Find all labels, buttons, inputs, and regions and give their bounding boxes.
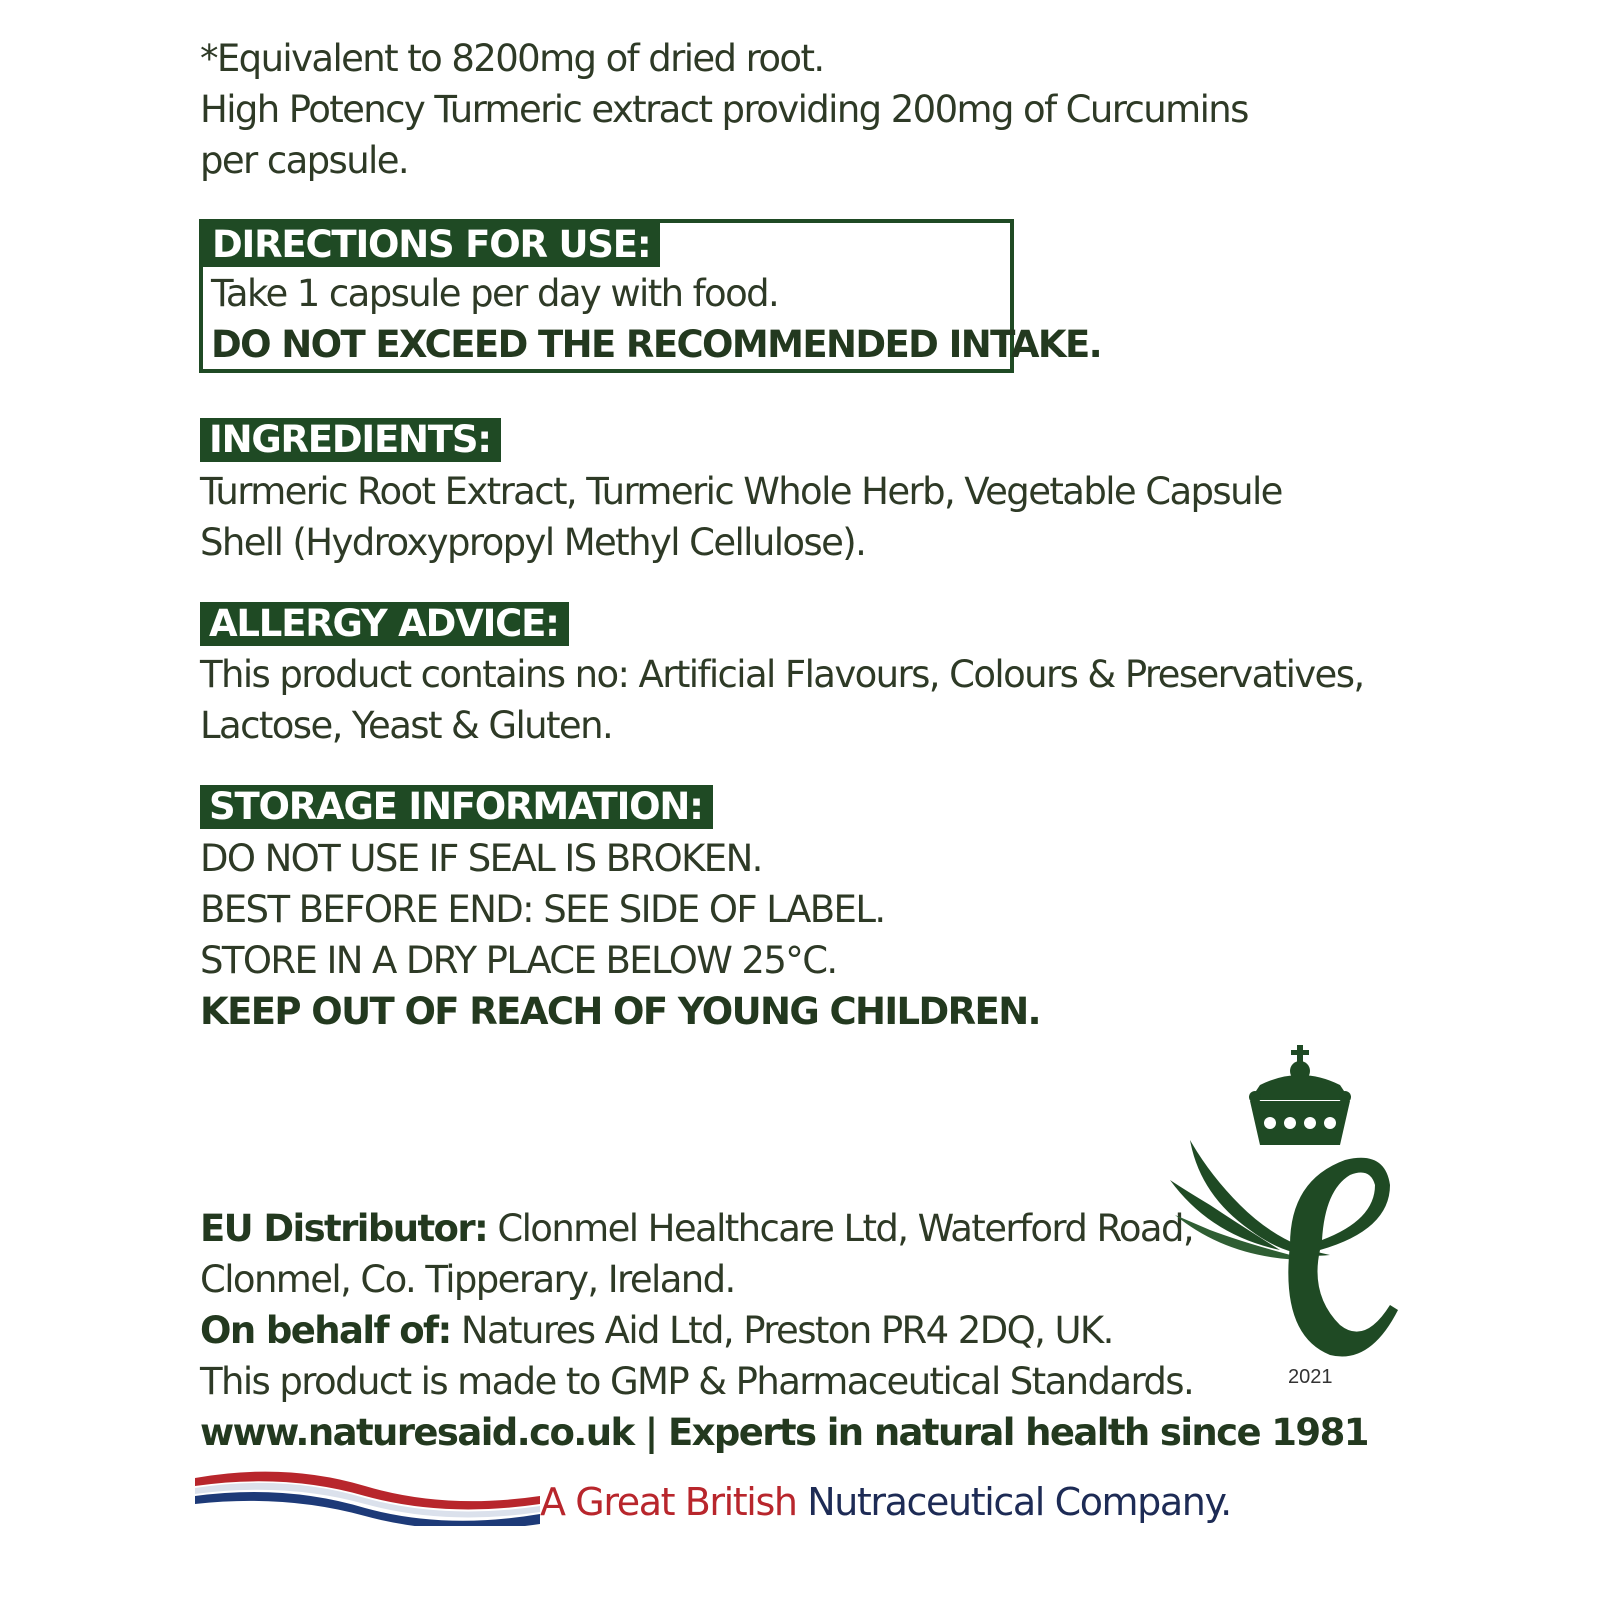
directions-line-1: Take 1 capsule per day with food. bbox=[211, 272, 779, 315]
website-line: www.naturesaid.co.uk | Experts in natural health since 1981 bbox=[200, 1411, 1368, 1454]
storage-line-1: DO NOT USE IF SEAL IS BROKEN. bbox=[200, 837, 762, 880]
distributor-line-1 bbox=[200, 1203, 1193, 1255]
intro-line-1: *Equivalent to 8200mg of dried root. bbox=[200, 37, 824, 80]
directions-line-2: DO NOT EXCEED THE RECOMMENDED INTAKE. bbox=[211, 323, 1102, 366]
queens-award-crown-e-icon bbox=[1170, 1045, 1430, 1385]
distributor-label: EU Distributor: bbox=[200, 1207, 488, 1250]
distributor-value: Clonmel Healthcare Ltd, Waterford Road, bbox=[487, 1207, 1194, 1250]
allergy-line-1: This product contains no: Artificial Flavours, Colours & Preservatives, bbox=[200, 653, 1364, 696]
storage-line-4: KEEP OUT OF REACH OF YOUNG CHILDREN. bbox=[200, 990, 1041, 1033]
storage-line-2: BEST BEFORE END: SEE SIDE OF LABEL. bbox=[200, 888, 885, 931]
tagline-part-2: Nutraceutical Company. bbox=[796, 1480, 1231, 1524]
tagline bbox=[540, 1476, 1231, 1528]
directions-heading: DIRECTIONS FOR USE: bbox=[203, 223, 660, 267]
allergy-line-2: Lactose, Yeast & Gluten. bbox=[200, 704, 613, 747]
allergy-heading: ALLERGY ADVICE: bbox=[200, 602, 569, 646]
behalf-line bbox=[200, 1305, 1113, 1357]
award-year: 2021 bbox=[1288, 1366, 1333, 1388]
ingredients-heading: INGREDIENTS: bbox=[200, 418, 501, 462]
tagline-part-1: A Great British bbox=[540, 1480, 797, 1524]
behalf-value: Natures Aid Ltd, Preston PR4 2DQ, UK. bbox=[450, 1309, 1113, 1352]
distributor-line-2: Clonmel, Co. Tipperary, Ireland. bbox=[200, 1258, 735, 1301]
behalf-label: On behalf of: bbox=[200, 1309, 451, 1352]
directions-box bbox=[199, 219, 1102, 373]
british-flag-swoosh-icon bbox=[195, 1468, 540, 1526]
intro-line-3: per capsule. bbox=[200, 139, 409, 182]
ingredients-line-2: Shell (Hydroxypropyl Methyl Cellulose). bbox=[200, 521, 866, 564]
standards-line: This product is made to GMP & Pharmaceutical Standards. bbox=[200, 1360, 1194, 1403]
storage-line-3: STORE IN A DRY PLACE BELOW 25°C. bbox=[200, 939, 837, 982]
ingredients-line-1: Turmeric Root Extract, Turmeric Whole Herb, Vegetable Capsule bbox=[200, 470, 1282, 513]
storage-heading: STORAGE INFORMATION: bbox=[200, 785, 713, 829]
intro-line-2: High Potency Turmeric extract providing 200mg of Curcumins bbox=[200, 88, 1248, 131]
